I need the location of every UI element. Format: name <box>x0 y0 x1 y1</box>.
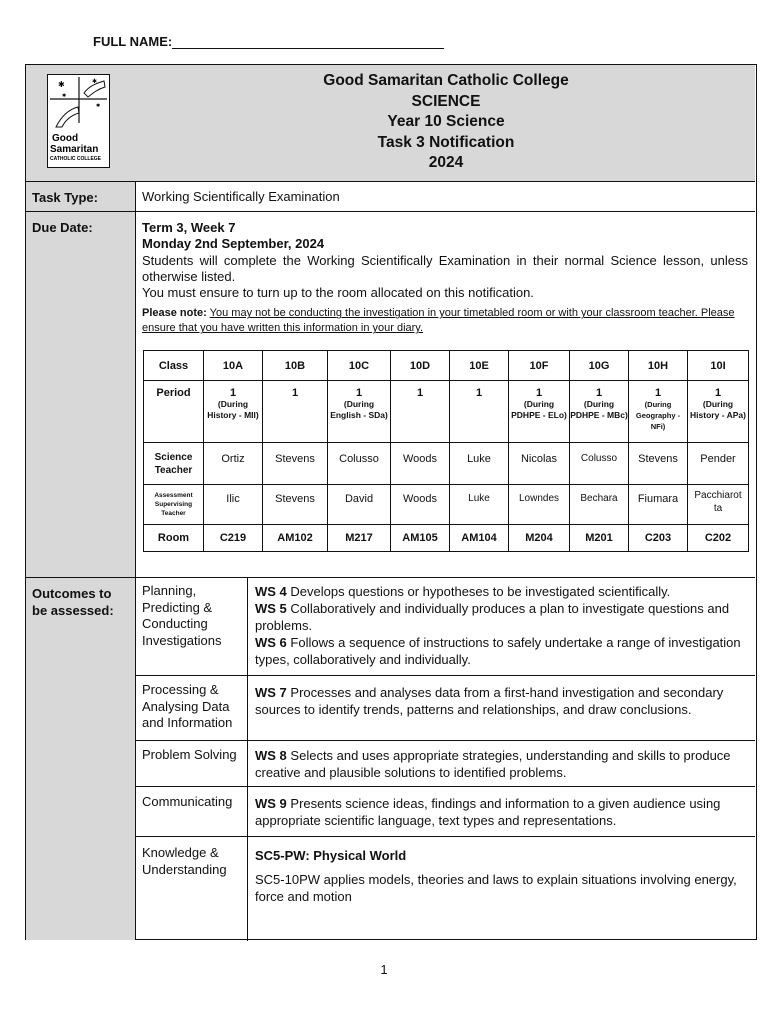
table-row <box>144 381 749 443</box>
school-logo <box>47 74 110 168</box>
due-date-block <box>142 220 748 336</box>
strand-heading: SC5-PW: Physical World <box>255 848 407 863</box>
full-name-label: FULL NAME: <box>93 34 173 49</box>
supervisor-cell: Pacchiarotta <box>688 485 749 525</box>
teacher-cell: Ortiz <box>204 443 263 485</box>
svg-text:Samaritan: Samaritan <box>50 144 99 155</box>
outcome-category: Processing & Analysing Data and Information <box>142 682 233 730</box>
course-title: Year 10 Science <box>387 113 505 131</box>
svg-text:✱: ✱ <box>96 103 101 109</box>
outcome-description: WS 8 Selects and uses appropriate strategies, understanding and skills to produce creative and plausible solutions to identified problems. <box>255 748 731 780</box>
outcome-description <box>255 847 755 905</box>
row-header-class: Class <box>144 351 204 381</box>
page-number: 1 <box>380 962 388 977</box>
header-title-block <box>146 71 746 174</box>
room-cell: AM102 <box>263 525 328 552</box>
row-header-supervising-teacher: Assessment Supervising Teacher <box>144 485 204 525</box>
please-note <box>142 306 748 336</box>
period-cell: 1 (During History - MIl) <box>204 381 263 443</box>
notification-frame <box>25 64 757 940</box>
divider <box>26 211 755 212</box>
teacher-cell: Colusso <box>328 443 391 485</box>
supervisor-cell: Woods <box>391 485 450 525</box>
class-cell: 10E <box>450 351 509 381</box>
divider <box>136 786 755 787</box>
teacher-cell: Nicolas <box>509 443 570 485</box>
supervisor-cell: Ilic <box>204 485 263 525</box>
due-para-1: Students will complete the Working Scientifically Examination in their normal Science lesson, unless otherwise listed. <box>142 252 748 284</box>
teacher-cell: Stevens <box>263 443 328 485</box>
due-date: Monday 2nd September, 2024 <box>142 236 325 252</box>
year-title: 2024 <box>428 154 464 172</box>
table-row <box>144 351 749 381</box>
outcomes-label: Outcomes to be assessed: <box>26 578 136 940</box>
period-cell: 1 <box>391 381 450 443</box>
outcome-description: WS 7 Processes and analyses data from a first-hand investigation and secondary sources to identify trends, patterns and relationships, and draw conclusions. <box>255 685 724 717</box>
outcome-category: Planning, Predicting & Conducting Investigations <box>142 583 222 648</box>
class-cell: 10D <box>391 351 450 381</box>
supervisor-cell: Fiumara <box>629 485 688 525</box>
outcome-category: Problem Solving <box>142 747 237 762</box>
class-cell: 10H <box>629 351 688 381</box>
logo-hands-icon <box>48 75 109 167</box>
teacher-cell: Woods <box>391 443 450 485</box>
supervisor-cell: David <box>328 485 391 525</box>
header-banner <box>26 65 755 182</box>
due-para-2: You must ensure to turn up to the room allocated on this notification. <box>142 285 534 301</box>
period-cell: 1 (During Geography - NFi) <box>629 381 688 443</box>
divider <box>136 836 755 837</box>
period-cell: 1 (During History - APa) <box>688 381 749 443</box>
period-cell: 1 <box>450 381 509 443</box>
task-type-value: Working Scientifically Examination <box>142 189 340 204</box>
teacher-cell: Stevens <box>629 443 688 485</box>
row-header-science-teacher: Science Teacher <box>144 443 204 485</box>
svg-text:✱: ✱ <box>92 78 98 85</box>
svg-text:Good: Good <box>52 133 79 144</box>
teacher-cell: Luke <box>450 443 509 485</box>
svg-text:✱: ✱ <box>62 93 67 99</box>
class-cell: 10C <box>328 351 391 381</box>
table-row <box>144 443 749 485</box>
outcome-description: WS 9 Presents science ideas, findings and information to a given audience using appropriate scientific language, text types and representations. <box>255 796 721 828</box>
period-cell: 1 (During PDHPE - MBc) <box>570 381 629 443</box>
supervisor-cell: Bechara <box>570 485 629 525</box>
note-label: Please note: <box>142 307 207 320</box>
outcome-description: WS 4 Develops questions or hypotheses to be investigated scientifically. WS 5 Collaboratively and individually produces a plan to investigate questions and problems. WS 6 Follows a sequence of instructions to safely undertake a range of investigation types, collaboratively and individually. <box>255 584 741 667</box>
teacher-cell: Colusso <box>570 443 629 485</box>
room-cell: C203 <box>629 525 688 552</box>
room-cell: C202 <box>688 525 749 552</box>
supervisor-cell: Lowndes <box>509 485 570 525</box>
class-cell: 10I <box>688 351 749 381</box>
teacher-cell: Pender <box>688 443 749 485</box>
divider <box>26 577 755 578</box>
divider <box>136 740 755 741</box>
room-cell: AM105 <box>391 525 450 552</box>
svg-text:CATHOLIC COLLEGE: CATHOLIC COLLEGE <box>50 156 102 162</box>
svg-text:✱: ✱ <box>58 80 65 89</box>
outcome-category: Knowledge & Understanding <box>142 845 227 877</box>
room-cell: M204 <box>509 525 570 552</box>
school-name: Good Samaritan Catholic College <box>323 72 569 89</box>
table-row <box>144 525 749 552</box>
room-cell: C219 <box>204 525 263 552</box>
period-cell: 1 (During English - SDa) <box>328 381 391 443</box>
full-name-blank-line[interactable] <box>172 36 444 49</box>
period-cell: 1 (During PDHPE - ELo) <box>509 381 570 443</box>
subject-title: SCIENCE <box>411 92 481 110</box>
task-type-label: Task Type: <box>26 182 136 212</box>
room-cell: M217 <box>328 525 391 552</box>
table-row <box>144 485 749 525</box>
outcome-category: Communicating <box>142 794 233 809</box>
class-cell: 10A <box>204 351 263 381</box>
room-cell: M201 <box>570 525 629 552</box>
supervisor-cell: Stevens <box>263 485 328 525</box>
class-allocation-table <box>143 350 749 552</box>
row-header-room: Room <box>144 525 204 552</box>
supervisor-cell: Luke <box>450 485 509 525</box>
due-week: Term 3, Week 7 <box>142 220 236 235</box>
row-header-period: Period <box>144 381 204 443</box>
note-text: You may not be conducting the investigation in your timetabled room or with your classroom teacher. Please ensure that you have written this information in your diary. <box>142 307 735 335</box>
full-name-field[interactable] <box>93 34 444 49</box>
divider <box>136 675 755 676</box>
class-cell: 10B <box>263 351 328 381</box>
outcomes-divider <box>247 577 248 941</box>
room-cell: AM104 <box>450 525 509 552</box>
class-cell: 10F <box>509 351 570 381</box>
period-cell: 1 <box>263 381 328 443</box>
due-date-label: Due Date: <box>26 212 136 578</box>
class-cell: 10G <box>570 351 629 381</box>
strand-text: SC5-10PW applies models, theories and laws to explain situations involving energy, force and motion <box>255 872 737 904</box>
task-title: Task 3 Notification <box>377 133 515 151</box>
